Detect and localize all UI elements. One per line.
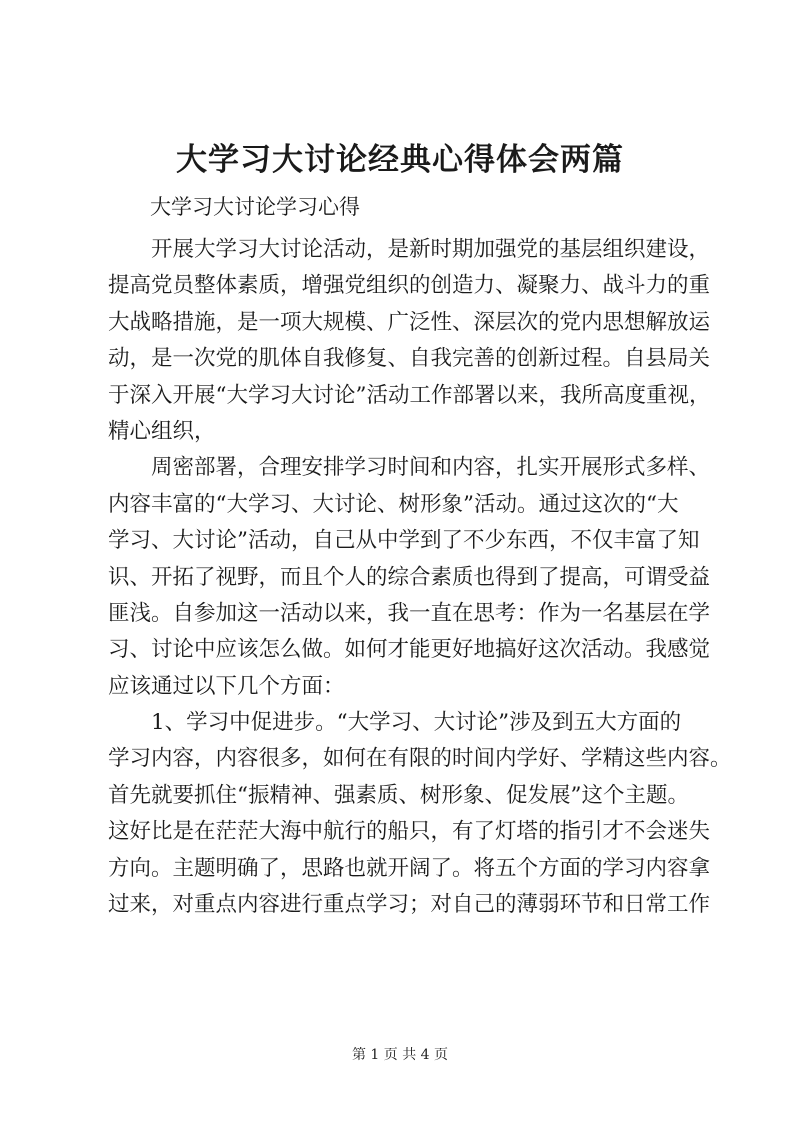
text-line: 方向。主题明确了，思路也就开阔了。将五个方面的学习内容拿 — [108, 855, 711, 881]
text-line: 于深入开展“大学习大讨论”活动工作部署以来，我所高度重视， — [108, 382, 711, 408]
text-line: 匪浅。自参加这一活动以来，我一直在思考：作为一名基层在学 — [108, 600, 711, 626]
text-line: 学习内容，内容很多，如何在有限的时间内学好、学精这些内容。 — [108, 746, 732, 772]
text-line: 动，是一次党的肌体自我修复、自我完善的创新过程。自县局关 — [108, 346, 711, 372]
text-line: 提高党员整体素质，增强党组织的创造力、凝聚力、战斗力的重 — [108, 273, 711, 299]
document-title: 大学习大讨论经典心得体会两篇 — [176, 142, 624, 178]
text-line: 1、学习中促进步。“大学习、大讨论”涉及到五大方面的 — [151, 710, 682, 736]
text-line: 精心组织， — [108, 418, 216, 444]
text-line: 首先就要抓住“振精神、强素质、树形象、促发展”这个主题。 — [108, 782, 689, 808]
document-body — [108, 232, 732, 923]
text-line: 这好比是在茫茫大海中航行的船只，有了灯塔的指引才不会迷失 — [108, 819, 711, 845]
text-line: 周密部署，合理安排学习时间和内容，扎实开展形式多样、 — [151, 455, 711, 481]
text-line: 习、讨论中应该怎么做。如何才能更好地搞好这次活动。我感觉 — [108, 637, 711, 663]
text-line: 开展大学习大讨论活动，是新时期加强党的基层组织建设， — [151, 237, 711, 262]
text-line: 过来，对重点内容进行重点学习；对自己的薄弱环节和日常工作 — [108, 892, 711, 918]
text-line: 内容丰富的“大学习、大讨论、树形象”活动。通过这次的“大 — [108, 491, 679, 517]
document-subtitle: 大学习大讨论学习心得 — [150, 195, 360, 219]
text-line: 应该通过以下几个方面： — [108, 673, 345, 699]
text-line: 学习、大讨论”活动，自己从中学到了不少东西，不仅丰富了知 — [108, 528, 700, 554]
page-indicator: 第 1 页 共 4 页 — [351, 1047, 449, 1063]
text-line: 识、开拓了视野，而且个人的综合素质也得到了提高，可谓受益 — [108, 564, 711, 590]
text-line: 大战略措施，是一项大规模、广泛性、深层次的党内思想解放运 — [108, 309, 711, 335]
